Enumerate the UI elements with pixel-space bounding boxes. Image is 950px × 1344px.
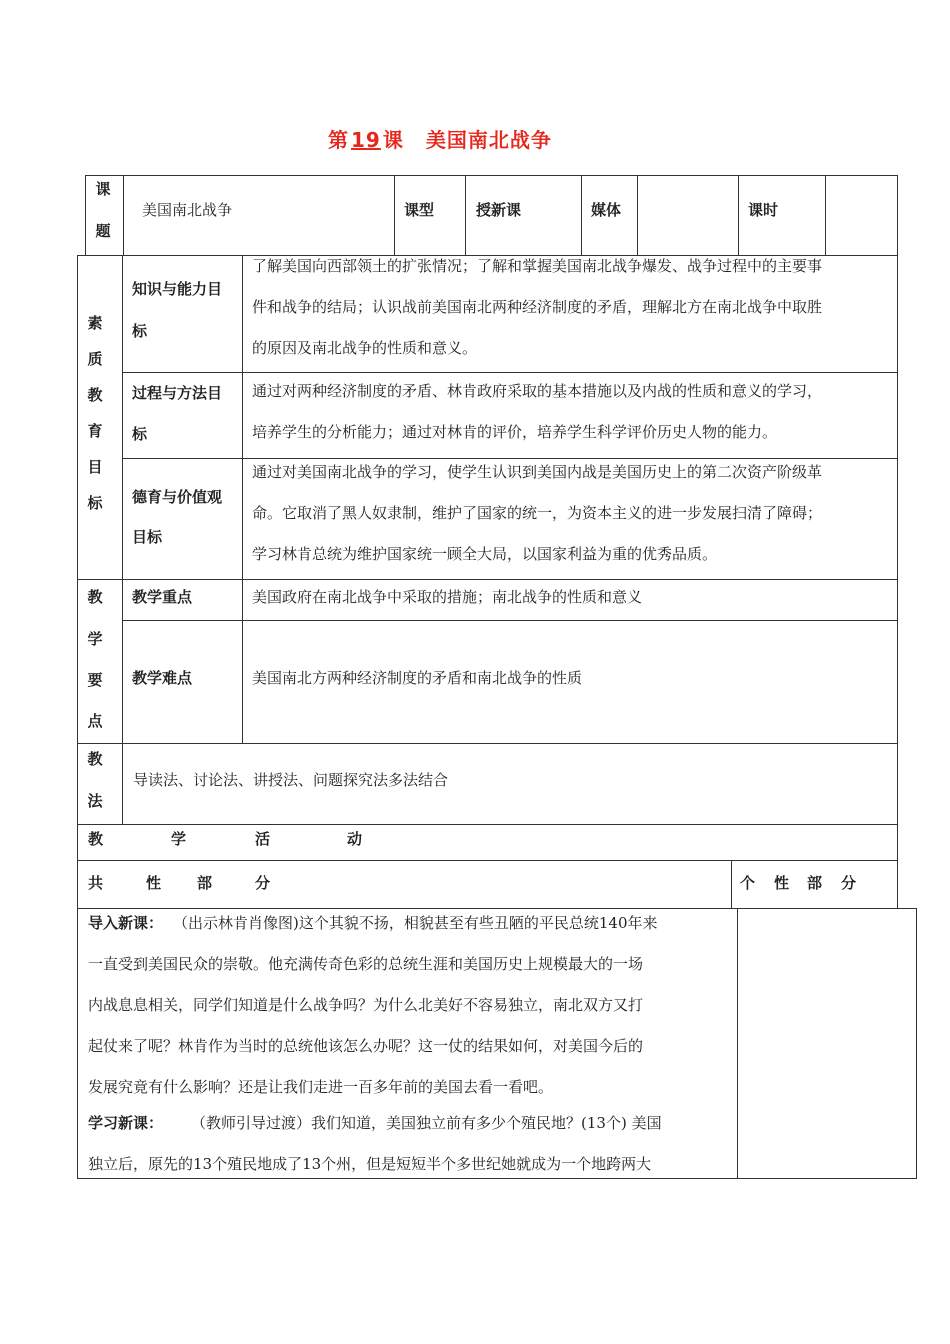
activities-char: 活 [255,830,271,848]
focus-text: 美国政府在南北战争中采取的措施；南北战争的性质和意义 [252,588,643,606]
kp-label-char: 教 [87,588,103,606]
activities-char: 学 [171,830,187,848]
values-label-line1: 德育与价值观 [132,488,223,506]
activities-char: 教 [88,830,104,848]
obj-label-char: 目 [87,458,103,476]
page-title [328,124,552,153]
new-lesson-label: 学习新课： [88,1114,164,1132]
difficulty-label: 教学难点 [132,669,193,687]
individual-char: 部 [807,874,823,892]
lesson-number: 19 [351,128,381,152]
title-prefix: 第 [328,128,349,152]
intro-label: 导入新课： [88,914,164,932]
topic-label-2: 题 [95,222,111,240]
kp-label-char: 学 [87,630,103,648]
kp-label-char: 要 [87,671,103,689]
process-text: 通过对两种经济制度的矛盾、林肯政府采取的基本措施以及内战的性质和意义的学习， 培养学生的分析能力；通过对林肯的评价，培养学生科学评价历史人物的能力。 [252,382,823,441]
topic-label-1: 课 [95,180,111,198]
lesson-name: 美国南北战争 [425,128,552,152]
knowledge-label-line2: 标 [132,322,148,340]
obj-label-char: 素 [87,314,103,332]
method-label-1: 教 [87,750,103,768]
process-label-line1: 过程与方法目 [132,384,223,402]
obj-label-char: 标 [87,494,103,512]
intro-section: 导入新课： （出示林肯肖像图)这个其貌不扬，相貌甚至有些丑陋的平民总统140年来 一直受到美国民众的崇敬。他充满传奇色彩的总统生涯和美国历史上规模最大的一场 内战息息相关，同学们知道是什么战争吗？为什么北美好不容易独立，南北双方又打 起仗来了呢？林肯作为当时的总统他该怎么办呢？这一仗的结果如何，对美国今后的 发展究竟有什么影响？还是让我们走进一百多年前的美国去看一看吧。 [88,914,658,1096]
topic-value: 美国南北战争 [142,201,233,219]
obj-label-char: 质 [87,350,103,368]
common-char: 性 [146,874,162,892]
values-label-line2: 目标 [132,528,163,546]
difficulty-text: 美国南北方两种经济制度的矛盾和南北战争的性质 [252,669,583,687]
knowledge-label-line1: 知识与能力目 [132,280,223,298]
type-label: 课型 [404,201,435,219]
type-value: 授新课 [476,201,522,219]
kp-label-char: 点 [87,712,103,730]
knowledge-text: 了解美国向西部领土的扩张情况；了解和掌握美国南北战争爆发、战争过程中的主要事 件和战争的结局；认识战前美国南北两种经济制度的矛盾，理解北方在南北战争中取胜 的原因及南北战争的性质和意义。 [252,257,823,357]
obj-label-char: 育 [87,422,103,440]
method-label-2: 法 [87,792,103,810]
activities-char: 动 [347,830,363,848]
individual-char: 个 [740,874,756,892]
common-char: 部 [197,874,213,892]
method-text: 导读法、讨论法、讲授法、问题探究法多法结合 [133,771,449,789]
process-label-line2: 标 [132,425,148,443]
new-lesson-section: 学习新课： （教师引导过渡）我们知道，美国独立前有多少个殖民地？(13个) 美国 独立后，原先的13个殖民地成了13个州，但是短短半个多世纪她就成为一个地跨两大 [88,1114,662,1173]
common-char: 共 [88,874,104,892]
media-label: 媒体 [591,201,622,219]
obj-label-char: 教 [87,386,103,404]
title-suffix: 课 [382,128,404,152]
hours-label: 课时 [748,201,779,219]
individual-char: 分 [841,874,857,892]
focus-label: 教学重点 [132,588,193,606]
individual-char: 性 [774,874,790,892]
values-text: 通过对美国南北战争的学习，使学生认识到美国内战是美国历史上的第二次资产阶级革 命。它取消了黑人奴隶制，维护了国家的统一，为资本主义的进一步发展扫清了障碍； 学习林肯总统为维护国家统一顾全大局，以国家利益为重的优秀品质。 [252,463,823,563]
common-char: 分 [255,874,271,892]
